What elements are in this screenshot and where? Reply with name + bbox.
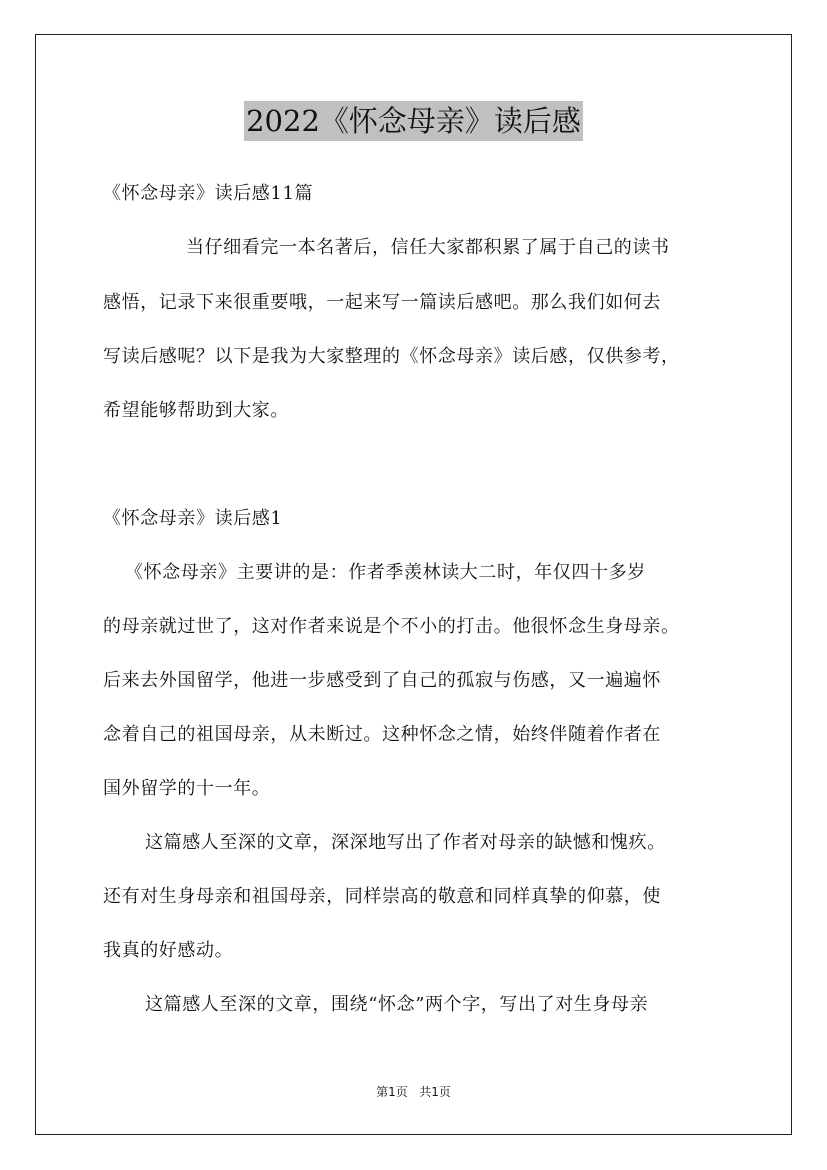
document-title-wrap xyxy=(0,101,827,141)
document-title: 2022《怀念母亲》读后感 xyxy=(244,101,583,141)
paragraph-line: 《怀念母亲》主要讲的是：作者季羡林读大二时，年仅四十多岁 xyxy=(125,562,646,583)
paragraph-line: 这篇感人至深的文章，围绕“怀念”两个字，写出了对生身母亲 xyxy=(145,994,649,1015)
subtitle: 《怀念母亲》读后感11篇 xyxy=(103,183,314,204)
intro-line: 希望能够帮助到大家。 xyxy=(103,400,289,421)
section-heading: 《怀念母亲》读后感1 xyxy=(103,508,283,529)
page-total: 共1页 xyxy=(419,1085,451,1099)
paragraph-line: 后来去外国留学，他进一步感受到了自己的孤寂与伤感，又一遍遍怀 xyxy=(103,670,661,691)
paragraph-line: 还有对生身母亲和祖国母亲，同样崇高的敬意和同样真挚的仰慕，使 xyxy=(103,886,661,907)
paragraph-line: 我真的好感动。 xyxy=(103,940,234,961)
intro-line: 当仔细看完一本名著后，信任大家都积累了属于自己的读书 xyxy=(186,237,670,258)
intro-line: 感悟，记录下来很重要哦，一起来写一篇读后感吧。那么我们如何去 xyxy=(103,292,661,313)
page-number: 第1页 xyxy=(376,1085,408,1099)
paragraph-line: 国外留学的十一年。 xyxy=(103,778,271,799)
page-footer xyxy=(0,1083,827,1100)
paragraph-line: 的母亲就过世了，这对作者来说是个不小的打击。他很怀念生身母亲。 xyxy=(103,616,680,637)
paragraph-line: 念着自己的祖国母亲，从未断过。这种怀念之情，始终伴随着作者在 xyxy=(103,724,661,745)
paragraph-line: 这篇感人至深的文章，深深地写出了作者对母亲的缺憾和愧疚。 xyxy=(145,832,666,853)
intro-line: 写读后感呢？以下是我为大家整理的《怀念母亲》读后感，仅供参考， xyxy=(103,346,680,367)
